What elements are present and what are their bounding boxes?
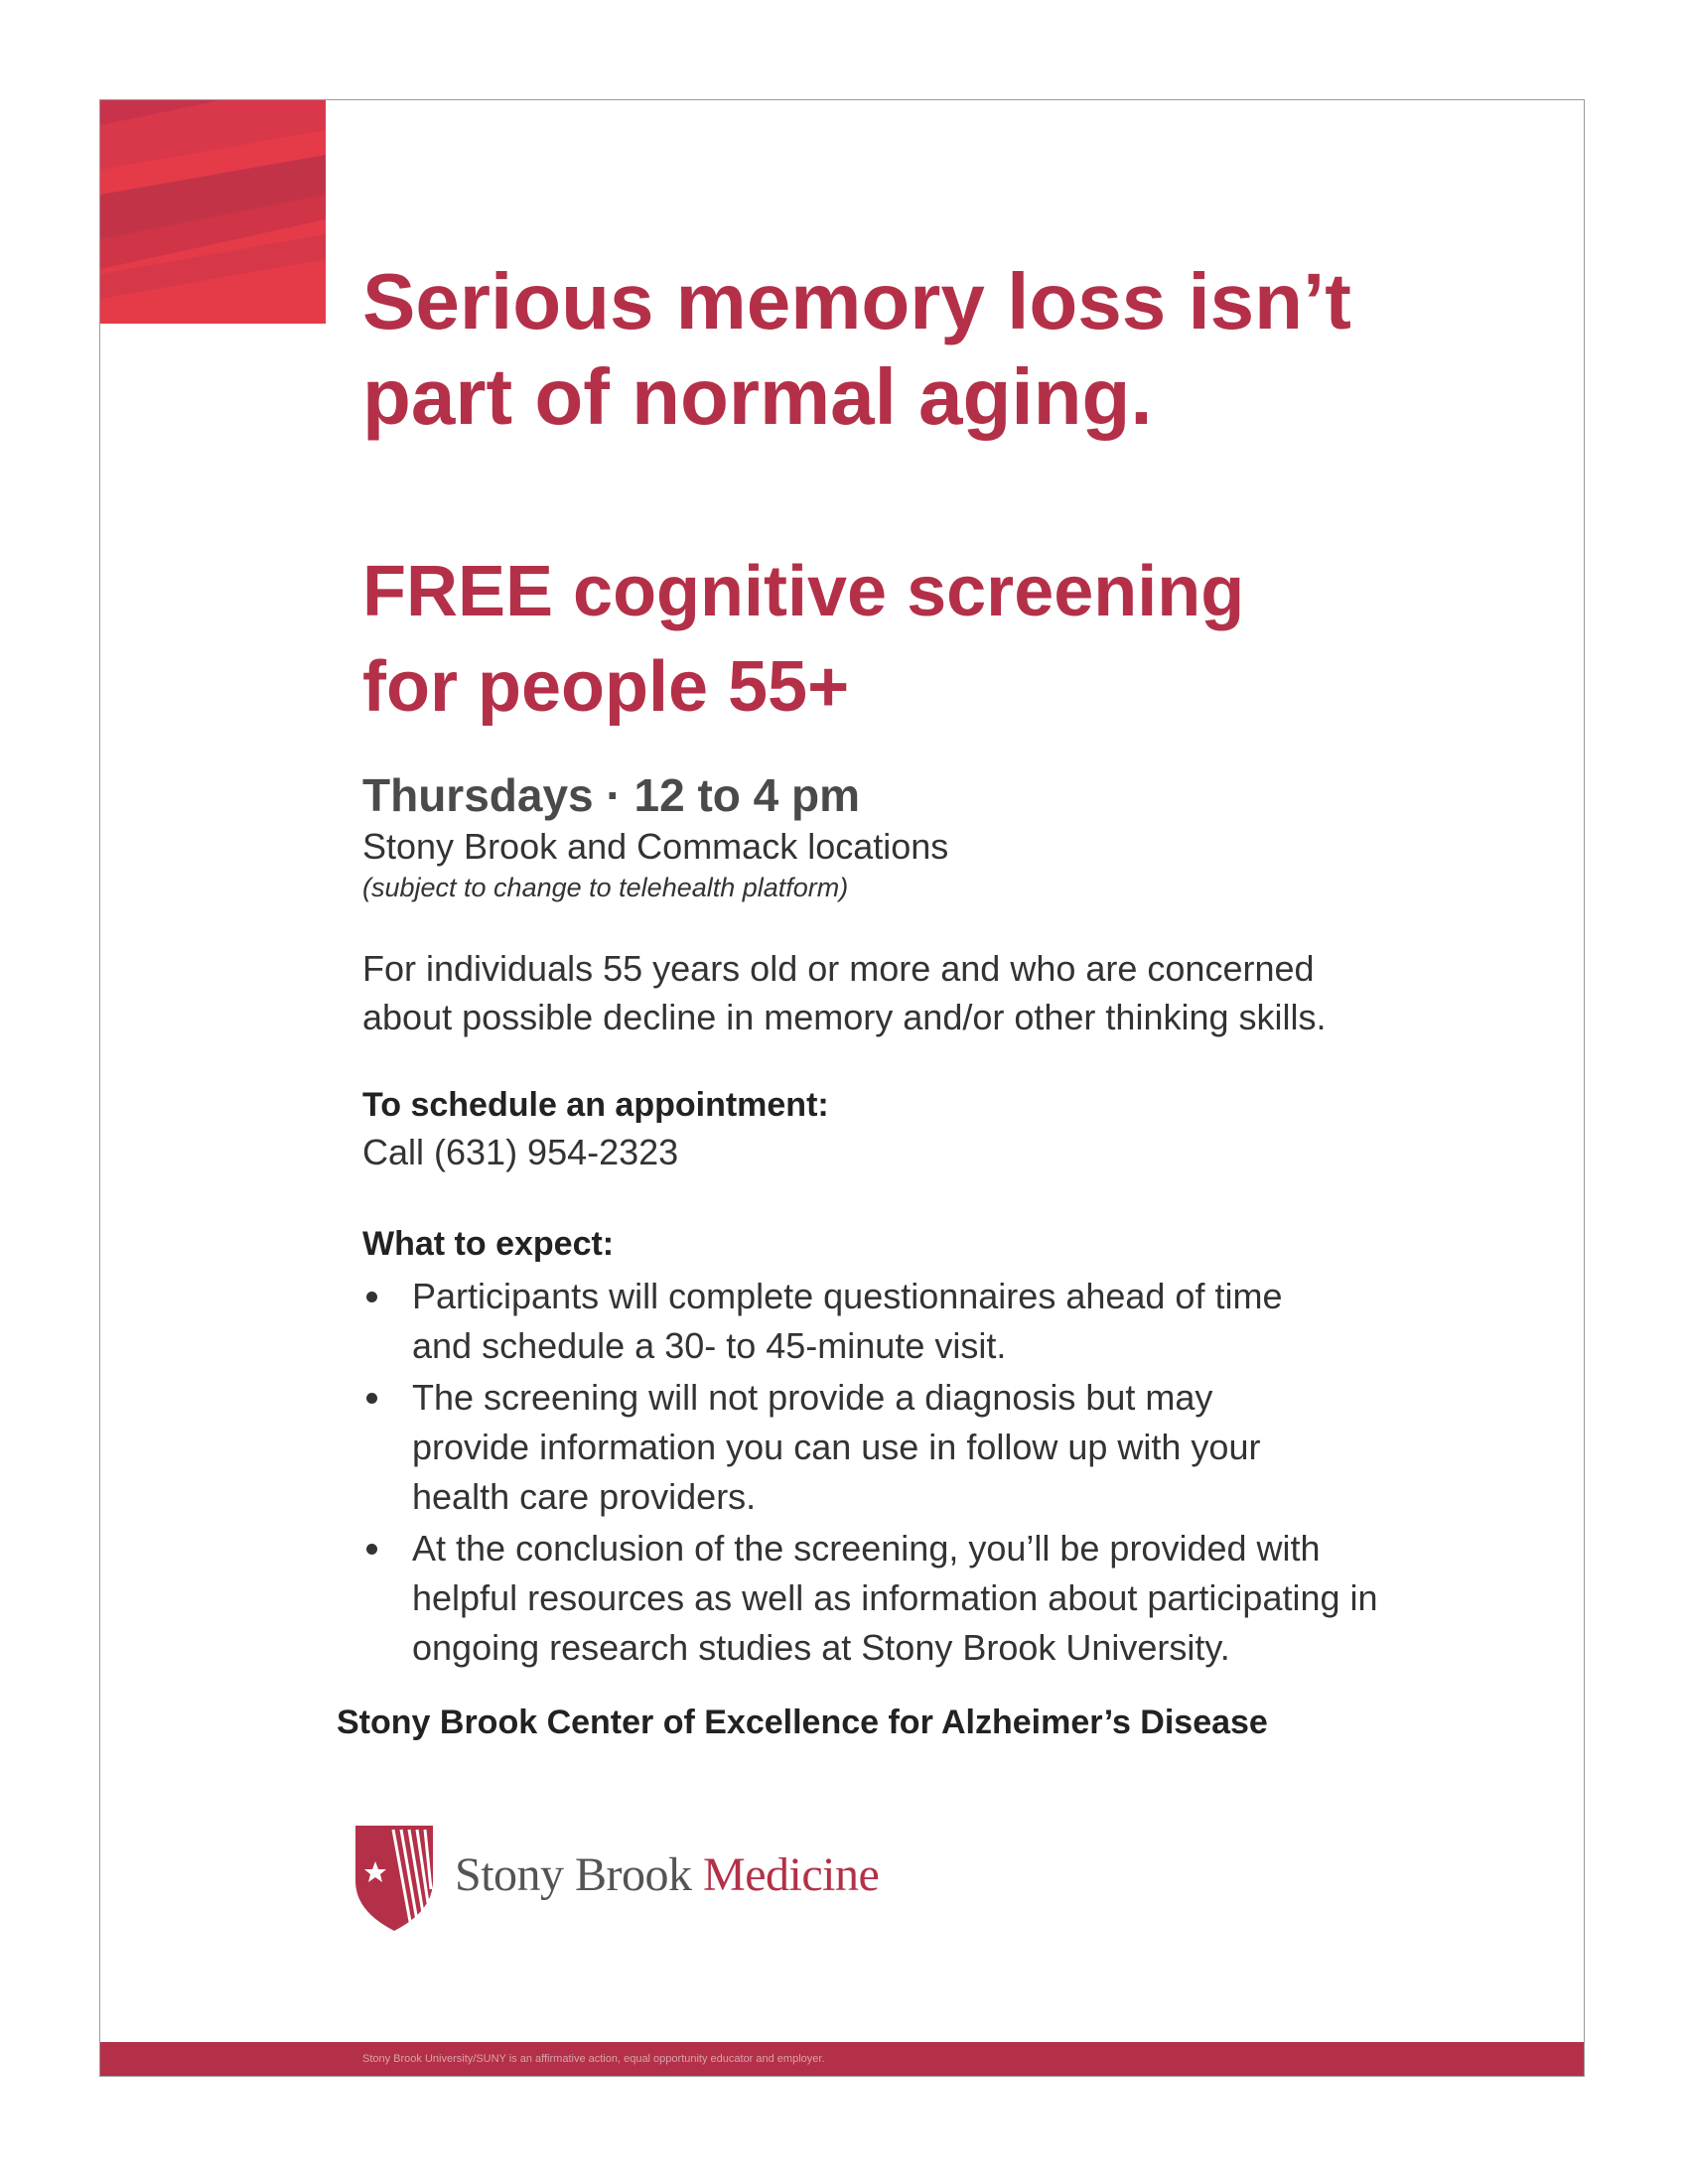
- schedule-locations: Stony Brook and Commack locations: [362, 826, 949, 867]
- expect-item: [362, 1272, 1534, 1371]
- expect-item-line: and schedule a 30- to 45-minute visit.: [412, 1325, 1007, 1366]
- description-line-2: about possible decline in memory and/or other thinking skills.: [362, 997, 1327, 1037]
- appointment-label: To schedule an appointment:: [362, 1086, 829, 1124]
- expect-item-line: health care providers.: [412, 1476, 757, 1517]
- bullet-icon: [366, 1544, 377, 1555]
- expect-item-line: At the conclusion of the screening, you’ll be provided with: [412, 1528, 1321, 1569]
- expect-item-line: helpful resources as well as information about participating in: [412, 1577, 1378, 1618]
- subheadline-line-1: FREE cognitive screening: [362, 552, 1245, 631]
- eligibility-description: [362, 944, 1504, 1041]
- expect-label: What to expect:: [362, 1225, 615, 1263]
- flyer-page: [99, 99, 1585, 2077]
- expect-item-line: Participants will complete questionnaires ahead of time: [412, 1276, 1283, 1316]
- expect-item-line: ongoing research studies at Stony Brook University.: [412, 1627, 1230, 1668]
- expect-item: [362, 1373, 1534, 1522]
- shield-logo-icon: [353, 1824, 435, 1933]
- logo-text-stony-brook: Stony Brook: [455, 1848, 692, 1901]
- corner-graphic: [100, 100, 326, 324]
- headline-line-2: part of normal aging.: [362, 352, 1153, 441]
- headline-line-1: Serious memory loss isn’t: [362, 257, 1351, 345]
- description-line-1: For individuals 55 years old or more and who are concerned: [362, 948, 1315, 989]
- logo-wordmark: [455, 1847, 879, 1903]
- bullet-icon: [366, 1393, 377, 1404]
- subheadline-line-2: for people 55+: [362, 647, 850, 727]
- expect-item: [362, 1524, 1534, 1673]
- footer-disclaimer: Stony Brook University/SUNY is an affirmative action, equal opportunity educator and employer.: [362, 2053, 825, 2065]
- expect-item-line: The screening will not provide a diagnosis but may: [412, 1377, 1213, 1418]
- headline: [362, 254, 1554, 445]
- subheadline: [362, 544, 1455, 735]
- logo-text-medicine: Medicine: [703, 1848, 880, 1901]
- bullet-icon: [366, 1292, 377, 1302]
- appointment-phone[interactable]: Call (631) 954-2323: [362, 1132, 679, 1172]
- footer-bar: [100, 2042, 1584, 2076]
- expect-item-line: provide information you can use in follow up with your: [412, 1427, 1261, 1467]
- schedule-note: (subject to change to telehealth platform): [362, 873, 849, 902]
- center-name: Stony Brook Center of Excellence for Alzheimer’s Disease: [337, 1704, 1268, 1741]
- stony-brook-medicine-logo: [353, 1824, 1168, 1933]
- expect-list: [362, 1272, 1534, 1675]
- schedule-time: Thursdays · 12 to 4 pm: [362, 769, 861, 821]
